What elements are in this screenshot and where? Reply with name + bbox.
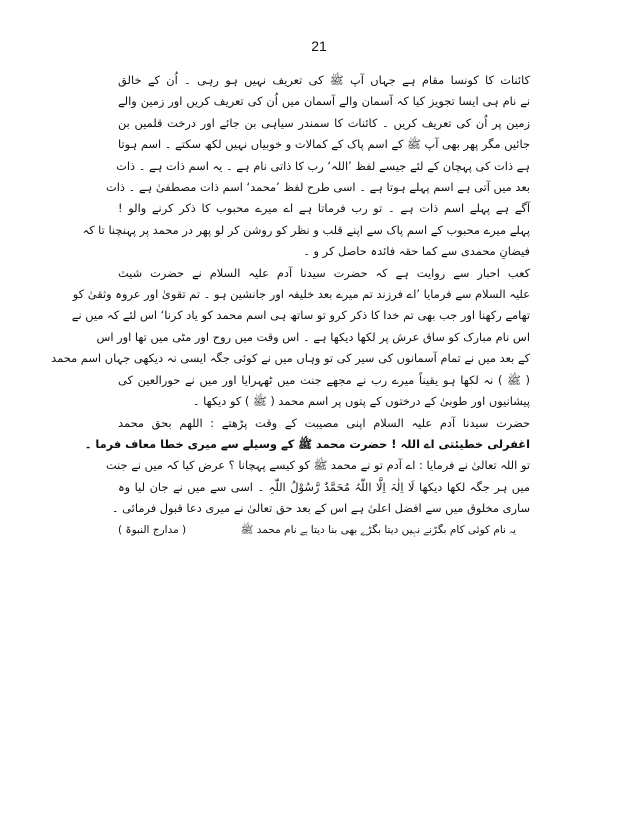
paragraph-2 — [51, 263, 530, 413]
text-line: علیہ السلام سے فرمایا ’اے فرزند تم میرے بعد خلیفہ اور جانشین ہو ۔ تم تقویٰ اور عروہ وثقیٰ کو — [72, 287, 530, 302]
paragraph-1 — [82, 70, 530, 263]
text-line: حضرت سیدنا آدم علیہ السلام اپنی مصیبت کے وقت پڑھتے : اللھم بحق محمد — [118, 415, 530, 430]
page-body — [51, 70, 530, 541]
footer-note — [118, 520, 530, 541]
text-line: پہلے میرے محبوب کے اسم پاک سے اپنے قلب و نظر کو روشن کر لو پھر در محمد پر پہنچنا تا کہ — [82, 222, 530, 237]
text-line: نے نام ہی ایسا تجویز کیا کہ آسمان والے آسمان میں اُن کی تعریف کریں اور زمین والے — [118, 94, 530, 109]
text-line: میں ہر جگہ لکھا دیکھا لَا اِلٰہَ اِلَّا اللّٰہُ مُحَمَّدٌ رَّسُوْلُ اللّٰہِ ۔ اسی سے میں نے جان لیا وہ — [118, 479, 530, 494]
text-line: بعد میں آتی ہے اسم پہلے ہوتا ہے ۔ اسی طرح لفظ ’محمد‘ اسم ذات مصطفیٰ ہے ۔ ذات — [105, 180, 530, 195]
text-line: جائیں مگر پھر بھی آپ ﷺ کے اسم پاک کے کمالات و خوبیاں نہیں لکھ سکتے ۔ اسم ہوتا — [118, 137, 530, 152]
footer-source: ( مدارج النبوۃ ) — [118, 523, 187, 536]
text-line: زمین پر اُن کی تعریف کریں ۔ کائنات کا سمندر سیاہی بن جائے اور درخت قلمیں بن — [118, 115, 530, 130]
paragraph-3 — [84, 413, 530, 520]
text-line: تو اللہ تعالیٰ نے فرمایا : اے آدم تو نے محمد ﷺ کو کیسے پہچانا ؟ عرض کیا کہ میں نے جنت — [105, 458, 530, 473]
text-line: تھامے رکھنا اور جب بھی تم خدا کا ذکر کرو تو ساتھ ہی اسم محمد کو یاد کرنا‘ اس لئے کہ میں نے — [71, 308, 530, 323]
footer-quote: یہ نام کوئی کام بگڑنے نہیں دیتا بگڑے بھی بنا دیتا ہے نام محمد ﷺ — [240, 523, 516, 536]
text-line: ساری مخلوق میں سے افضل اعلیٰ ہے اس کے بعد حق تعالیٰ نے میری دعا قبول فرمائی ۔ — [111, 501, 530, 516]
page-number: 21 — [311, 38, 327, 54]
text-line: کے بعد میں نے تمام آسمانوں کی سیر کی تو وہاں میں نے کوئی جگہ ایسی نہ دیکھی جہاں اسم محمد — [51, 351, 530, 366]
text-line: اغفرلی خطیئتی اے اللہ ! حضرت محمد ﷺ کے وسیلے سے میری خطا معاف فرما ۔ — [84, 436, 530, 451]
text-line: ہے ذات کی پہچان کے لئے جیسے لفظ ’اللہ‘ رب کا ذاتی نام ہے ۔ یہ اسم ذات ہے ۔ ذات — [116, 158, 530, 173]
text-line: ( ﷺ ) نہ لکھا ہو یقیناً میرے رب نے مجھے جنت میں ٹھہرایا اور میں نے حورالعین کی — [118, 372, 530, 387]
text-line: کعب احبار سے روایت ہے کہ حضرت سیدنا آدم علیہ السلام نے حضرت شیث — [118, 265, 530, 280]
text-line: کائنات کا کونسا مقام ہے جہاں آپ ﷺ کی تعریف نہیں ہو رہی ۔ اُن کے خالق — [118, 73, 530, 87]
text-line: آگے ہے پہلے اسم ذات ہے ۔ تو رب فرماتا ہے اے میرے محبوب کا ذکر کرنے والو ! — [118, 201, 530, 216]
text-line: پیشانیوں اور طوبیٰ کے درختوں کے پتوں پر اسم محمد ( ﷺ ) کو دیکھا ۔ — [192, 394, 530, 409]
text-line: اس نام مبارک کو ساق عرش پر لکھا دیکھا ہے ۔ اس وقت میں روح اور مٹی میں تھا اور اس — [96, 329, 530, 344]
text-line: فیضانِ محمدی سے کما حقہ فائدہ حاصل کر و ۔ — [303, 244, 530, 259]
